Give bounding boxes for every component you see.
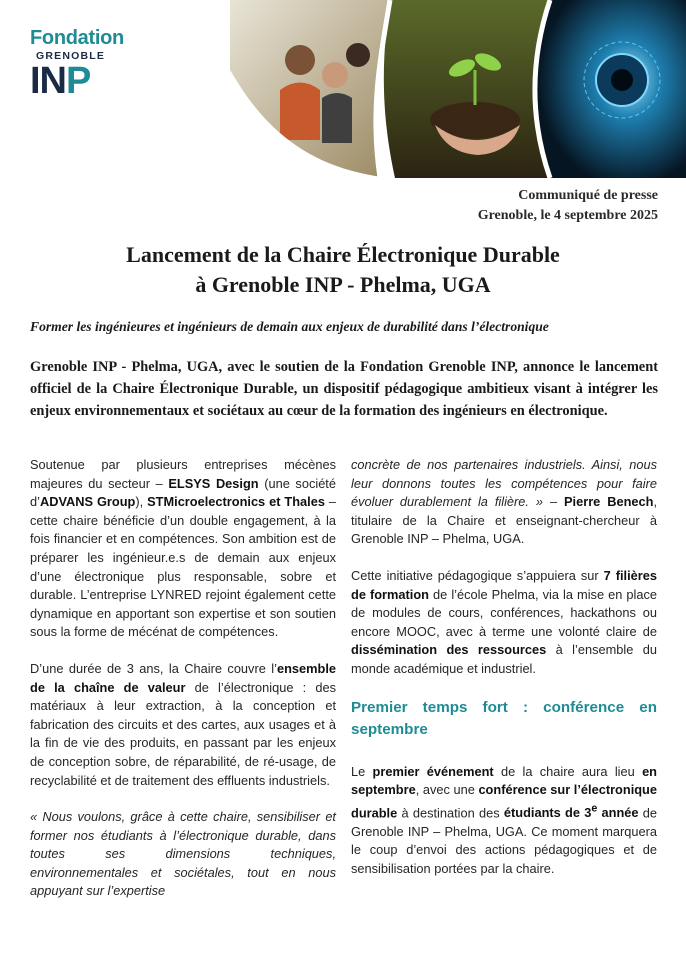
text-span: (une société d’ <box>30 475 336 510</box>
programs-emphasis: 7 filières de formation <box>351 567 657 602</box>
title-line-1: Lancement de la Chaire Électronique Durable <box>126 242 560 267</box>
right-column <box>351 456 657 896</box>
text-span: à destination des <box>397 804 504 820</box>
left-paragraph-1 <box>30 456 336 642</box>
text-span: – cette chaire bénéficie d’un double engagement, à la fois financier et en compétences. Son ambition est de préparer les ingénieur.e.s de demain aux enjeux d’une électronique plus responsable, sobre et durable. L’entreprise LYNRED rejoint également cette dynamique en apportant son expertise et son soutien sous la forme de mécénat de compétences. <box>30 494 336 640</box>
section-heading: Premier temps fort : conférence en septembre <box>351 698 657 738</box>
text-span: D’une durée de 3 ans, la Chaire couvre l’ <box>30 660 277 676</box>
right-paragraph-2 <box>351 567 657 679</box>
quote-text: concrète de nos partenaires industriels. Ainsi, nous leur donnons toutes les compétences pour faire évoluer durablement la filière. » <box>351 457 657 510</box>
left-quote: « Nous voulons, grâce à cette chaire, sensibiliser et former nos étudiants à l’électronique durable, dans toutes ses dimensions techniques, environnementales et sociétales, tout en nous appuyant sur l’expertise <box>30 809 336 899</box>
title-line-2: à Grenoble INP - Phelma, UGA <box>195 272 491 297</box>
header-photo-banner <box>230 0 686 178</box>
september-emphasis: en septembre <box>351 763 657 798</box>
text-span: de l’électronique : des matériaux à leur extraction, à la conception et fabrication des circuits et des cartes, aux usages et à la fin de vie des produits, en passant par les enjeux de conception sobre, de réparabilité, de ré-usage, de recyclabilité et de traitement des effluents industriels. <box>30 679 336 788</box>
press-release-header <box>478 186 658 226</box>
text-span: de la chaire aura lieu <box>493 763 643 779</box>
text-span: année <box>597 804 639 820</box>
page-title <box>30 240 656 300</box>
text-span: de Grenoble INP – Phelma, UGA. Ce moment marquera le coup d’envoi des actions pédagogiques et de sensibilisation portées par la chaire. <box>351 804 658 876</box>
text-span: ), <box>135 494 148 510</box>
logo-inp-main: IN <box>30 60 66 102</box>
text-span: à l’ensemble du monde académique et industriel. <box>351 642 657 676</box>
right-paragraph-3 <box>351 763 657 879</box>
text-span: , avec une <box>415 782 479 798</box>
right-quote-continuation <box>351 456 657 549</box>
logo-inp-accent: P <box>66 60 91 102</box>
text-span: Le <box>351 763 373 779</box>
superscript: e <box>591 802 598 815</box>
sponsor-advans: ADVANS Group <box>39 494 136 510</box>
conference-emphasis: conférence sur l’électronique durable <box>351 782 657 820</box>
value-chain-emphasis: ensemble de la chaîne de valeur <box>30 660 336 695</box>
dissemination-emphasis: dissémination des ressources <box>351 642 547 658</box>
text-span: – <box>543 494 564 510</box>
text-span: Cette initiative pédagogique s’appuiera sur <box>351 567 604 583</box>
quote-author: Pierre Benech <box>564 494 654 510</box>
text-span: , titulaire de la Chaire et enseignant-chercheur à Grenoble INP – Phelma, UGA. <box>351 494 657 547</box>
text-span: de l’école Phelma, via la mise en place de modules de cours, conférences, hackathons ou encore MOOC, avec à terme une volonté claire de <box>351 586 657 639</box>
left-paragraph-2 <box>30 660 336 790</box>
subtitle: Former les ingénieures et ingénieurs de demain aux enjeux de durabilité dans l’électronique <box>30 319 549 334</box>
sponsor-st-thales: STMicroelectronics et Thales <box>147 494 325 510</box>
press-release-label: Communiqué de presse <box>518 188 658 203</box>
logo-line-inp <box>30 60 122 102</box>
text-span: étudiants de 3 <box>503 804 592 820</box>
logo-line-fondation: Fondation <box>30 27 124 49</box>
text-span: Soutenue par plusieurs entreprises mécènes majeures du secteur – <box>30 457 336 491</box>
first-event-emphasis: premier événement <box>372 763 494 779</box>
students-emphasis <box>503 802 639 820</box>
logo-line-grenoble: GRENOBLE <box>36 50 106 62</box>
left-column <box>30 456 336 919</box>
intro-paragraph: Grenoble INP - Phelma, UGA, avec le soutien de la Fondation Grenoble INP, annonce le lancement officiel de la Chaire Électronique Durable, un dispositif pédagogique ambitieux visant à intégrer les enjeux environnementaux et sociétaux au cœur de la formation des ingénieurs en électronique. <box>30 359 658 419</box>
press-release-date: Grenoble, le 4 septembre 2025 <box>477 208 658 223</box>
fondation-logo <box>30 27 124 102</box>
sponsor-elsys: ELSYS Design <box>168 475 259 491</box>
